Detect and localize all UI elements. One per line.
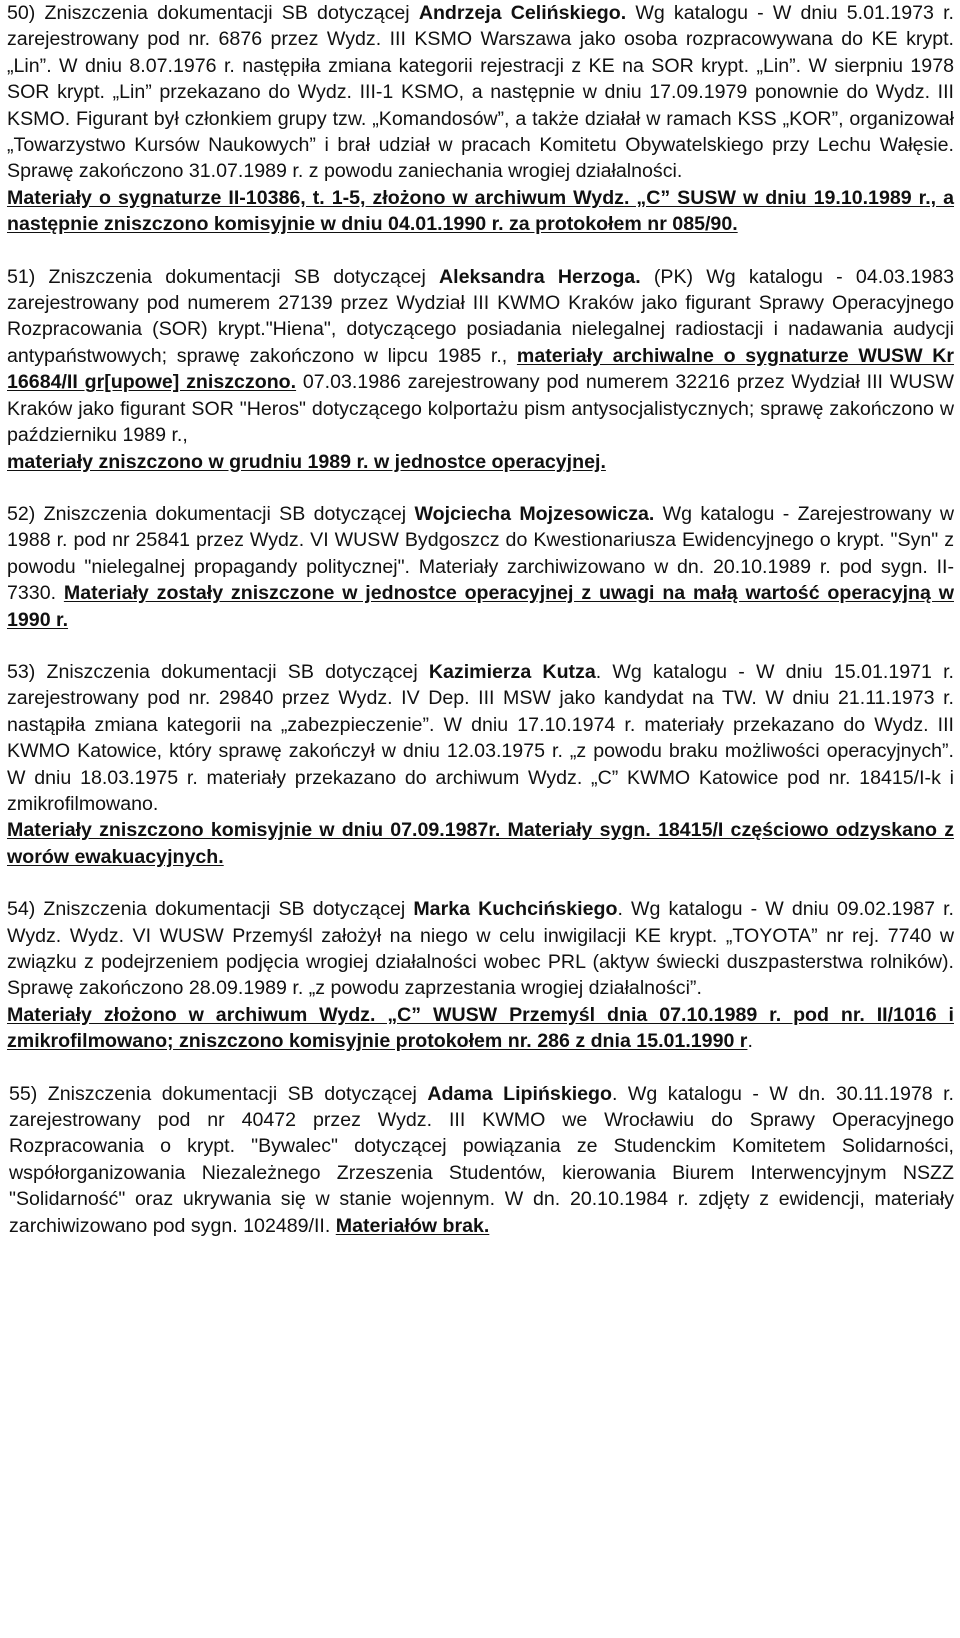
entry-53	[7, 659, 954, 870]
entry-55-intro: 55) Zniszczenia dokumentacji SB dotyczącej	[9, 1082, 428, 1105]
entry-50	[7, 0, 954, 238]
entry-54-body: . Wg katalogu - W dniu 09.02.1987 r. Wydz. Wydz. VI WUSW Przemyśl założył na niego w celu inwigilacji KE krypt. „TOYOTA” nr rej. 7740 w związku z podejrzeniem podjęcia wrogiej działalności wobec PRL (aktyw świecki duszpasterstwa rolników). Sprawę zakończono 28.09.1989 r. „z powodu zaprzestania wrogiej działalności”.	[7, 898, 954, 1000]
entry-50-intro: 50) Zniszczenia dokumentacji SB dotyczącej	[7, 2, 419, 24]
entry-51	[7, 264, 954, 475]
entry-50-person-name: Andrzeja Celińskiego.	[418, 2, 627, 24]
entry-50-body: Wg katalogu - W dniu 5.01.1973 r. zarejestrowany pod nr. 6876 przez Wydz. III KSMO Warszawa jako osoba rozpracowywana do KE krypt. „Lin”. W dniu 8.07.1976 r. następiła zmiana kategorii rejestracji z KE na SOR krypt. „Lin”. W sierpniu 1978 SOR krypt. „Lin” przekazano do Wydz. III-1 KSMO, a następnie w dniu 17.09.1979 ponownie do Wydz. III KSMO. Figurant był członkiem grupy tzw. „Komandosów”, a także działał w ramach KSS „KOR”, organizował „Towarzystwo Kursów Naukowych” i brał udział w pracach Komitetu Obywatelskiego przy Lechu Wałęsie. Sprawę zakończono 31.07.1989 r. z powodu zaniechania wrogiej działalności.	[7, 2, 954, 183]
entry-50-conclusion: Materiały o sygnaturze II-10386, t. 1-5, złożono w archiwum Wydz. „C” SUSW w dniu 19.10.1989 r., a następnie zniszczono komisyjnie w dniu 04.01.1990 r. za protokołem nr 085/90.	[7, 186, 954, 236]
entry-53-body: . Wg katalogu - W dniu 15.01.1971 r. zarejestrowany pod nr. 29840 przez Wydz. IV Dep. III MSW jako kandydat na TW. W dniu 21.11.1973 r. nastąpiła zmiana kategorii na „zabezpieczenie”. W dniu 17.10.1974 r. materiały przekazano do Wydz. III KWMO Katowice, który sprawę zakończył w dniu 12.03.1975 r. „z powodu braku możliwości operacyjnych”. W dniu 18.03.1975 r. materiały przekazano do archiwum Wydz. „C” KWMO Katowice pod nr. 18415/I-k i zmikrofilmowano.	[7, 660, 954, 815]
document-page	[7, 0, 954, 1239]
entry-55	[7, 1081, 954, 1239]
entry-52-intro: 52) Zniszczenia dokumentacji SB dotyczącej	[7, 502, 415, 525]
entry-54	[7, 896, 954, 1054]
entry-52-conclusion: Materiały zostały zniszczone w jednostce operacyjnej z uwagi na małą wartość operacyjną w 1990 r.	[7, 582, 954, 631]
entry-53-conclusion: Materiały zniszczono komisyjnie w dniu 07.09.1987r. Materiały sygn. 18415/I częściowo odzyskano z worów ewakuacyjnych.	[7, 819, 954, 868]
entry-51-person-name: Aleksandra Herzoga.	[439, 265, 641, 288]
entry-52	[7, 501, 954, 633]
spacer	[7, 238, 954, 264]
entry-51-intro: 51) Zniszczenia dokumentacji SB dotyczącej	[7, 265, 440, 288]
spacer	[7, 870, 954, 896]
entry-55-person-name: Adama Lipińskiego	[427, 1082, 612, 1105]
entry-55-body: . Wg katalogu - W dn. 30.11.1978 r. zarejestrowany pod nr 40472 przez Wydz. III KWMO we Wrocławiu do Sprawy Operacyjnego Rozpracowania o krypt. "Bywalec" dotyczącej powiązania ze Studenckim Komitetem Solidarności, współorganizowania Niezależnego Zrzeszenia Studentów, kierowania Biurem Interwencyjnym NSZZ "Solidarność" oraz ukrywania się w stanie wojennym. W dn. 20.10.1984 r. zdjęty z ewidencji, materiały zarchiwizowano pod sygn. 102489/II.	[9, 1082, 954, 1237]
spacer	[7, 1055, 954, 1081]
entry-51-archive-note: materiały archiwalne o sygnaturze WUSW Kr 16684/II gr[upowe] zniszczono.	[7, 344, 955, 394]
entry-54-period: .	[747, 1030, 753, 1053]
entry-54-conclusion: Materiały złożono w archiwum Wydz. „C” WUSW Przemyśl dnia 07.10.1989 r. pod nr. II/1016 i zmikrofilmowano; zniszczono komisyjnie protokołem nr. 286 z dnia 15.01.1990 r	[7, 1003, 954, 1053]
entry-54-intro: 54) Zniszczenia dokumentacji SB dotyczącej	[7, 898, 414, 921]
entry-53-person-name: Kazimierza Kutza	[428, 660, 596, 683]
entry-52-person-name: Wojciecha Mojzesowicza.	[414, 502, 655, 525]
entry-51-body: (PK) Wg katalogu - 04.03.1983 zarejestrowany pod numerem 27139 przez Wydział III KWMO Kraków jako figurant Sprawy Operacyjnego Rozpracowania (SOR) krypt."Hiena", dotyczącego posiadania nielegalnej radiostacji i nadawania audycji antypaństwowych; sprawę zakończono w lipcu 1985 r.,	[7, 265, 954, 367]
entry-53-intro: 53) Zniszczenia dokumentacji SB dotyczącej	[7, 660, 429, 683]
entry-51-conclusion: materiały zniszczono w grudniu 1989 r. w jednostce operacyjnej.	[7, 450, 606, 473]
entry-51-body-2: 07.03.1986 zarejestrowany pod numerem 32216 przez Wydział III WUSW Kraków jako figurant SOR "Heros" dotyczącego kolportażu pism antysocjalistycznych; sprawę zakończono w październiku 1989 r.,	[7, 371, 954, 447]
entry-52-body: Wg katalogu - Zarejestrowany w 1988 r. pod nr 25841 przez Wydz. VI WUSW Bydgoszcz do Kwestionariusza Ewidencyjnego o krypt. "Syn" z powodu "nielegalnej propagandy politycznej". Materiały zarchiwizowano w dn. 20.10.1989 r. pod sygn. II-7330.	[7, 502, 954, 605]
entry-54-person-name: Marka Kuchcińskiego	[413, 898, 618, 921]
spacer	[7, 475, 954, 501]
entry-55-conclusion: Materiałów brak.	[335, 1214, 490, 1237]
spacer	[7, 633, 954, 659]
